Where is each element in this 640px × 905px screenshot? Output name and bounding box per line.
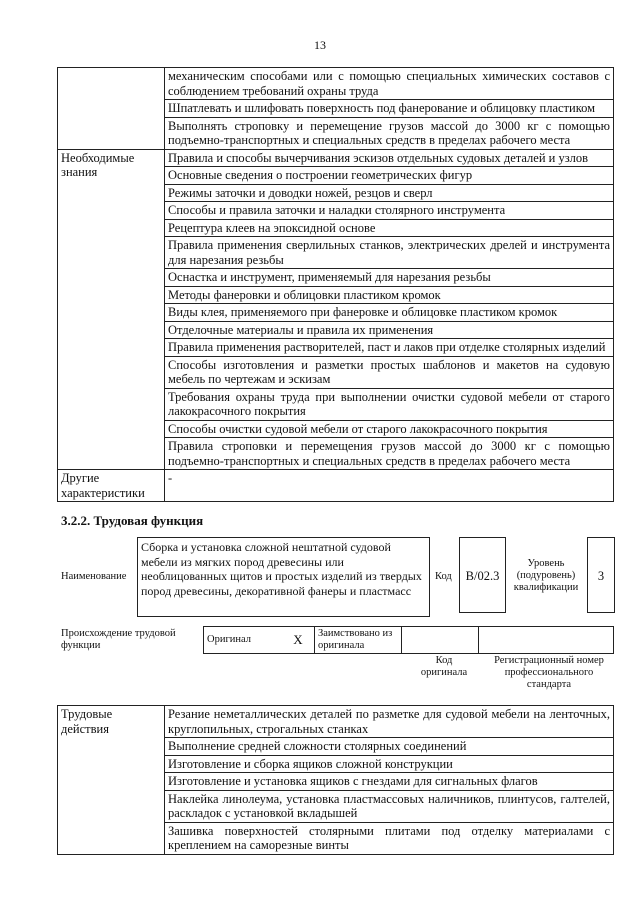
table-row: Рецептура клеев на эпоксидной основе <box>165 219 614 237</box>
code-value: B/02.3 <box>465 569 500 583</box>
code-label: Код <box>435 571 452 582</box>
actions-label: Трудовые действия <box>58 706 165 855</box>
table-row: Виды клея, применяемого при фанеровке и облицовке пластиком кромок <box>165 304 614 322</box>
table-row: Изготовление и установка ящиков с гнездами для сигнальных флагов <box>165 773 614 791</box>
page-number: 13 <box>314 38 326 52</box>
table-row: механическим способами или с помощью специальных химических составов с соблюдением требований охраны труда <box>165 68 614 100</box>
other-value: - <box>165 470 614 502</box>
labor-actions-table <box>57 705 614 855</box>
table-row: Оснастка и инструмент, применяемый для нарезания резьбы <box>165 269 614 287</box>
code-box <box>459 537 506 613</box>
table-row: Методы фанеровки и облицовки пластиком кромок <box>165 286 614 304</box>
section-title: 3.2.2. Трудовая функция <box>61 513 204 528</box>
table-row: Способы и правила заточки и наладки столярного инструмента <box>165 202 614 220</box>
table-row: Правила применения сверлильных станков, электрических дрелей и инструмента для нарезания резьбы <box>165 237 614 269</box>
name-box <box>137 537 430 617</box>
table-row: Способы изготовления и разметки простых шаблонов и макетов на судовую мебель по чертежам и эскизам <box>165 356 614 388</box>
table-row: Режимы заточки и доводки ножей, резцов и сверл <box>165 184 614 202</box>
level-value: 3 <box>597 569 605 583</box>
table-row: Способы очистки судовой мебели от старого лакокрасочного покрытия <box>165 420 614 438</box>
table-row: Правила строповки и перемещения грузов массой до 3000 кг с помощью подъемно-транспортных и специальных средств в пределах рабочего места <box>165 438 614 470</box>
table-row: Выполнение средней сложности столярных соединений <box>165 738 614 756</box>
table-row: Зашивка поверхностей столярными плитами под отделку материалами с креплением на саморезные винты <box>165 822 614 854</box>
original-mark: X <box>282 627 315 654</box>
table-row: Требования охраны труда при выполнении очистки судовой мебели от старого лакокрасочного покрытия <box>165 388 614 420</box>
table-row: Выполнять строповку и перемещение грузов массой до 3000 кг с помощью подъемно-транспортных и специальных средств в пределах рабочего места <box>165 117 614 149</box>
skills-knowledge-table <box>57 67 614 502</box>
table-row: Отделочные материалы и правила их применения <box>165 321 614 339</box>
origin-table <box>203 626 614 654</box>
level-box <box>587 537 615 613</box>
borrowed-label: Заимствовано из оригинала <box>315 627 402 654</box>
reg-caption: Регистрационный номер профессионального стандарта <box>494 655 604 690</box>
origin-label: Происхождение трудовой функции <box>61 628 176 651</box>
table-row: Шпатлевать и шлифовать поверхность под фанерование и облицовку пластиком <box>165 100 614 118</box>
table-row: Правила и способы вычерчивания эскизов отдельных судовых деталей и узлов <box>165 149 614 167</box>
table-row: Правила применения растворителей, паст и лаков при отделке столярных изделий <box>165 339 614 357</box>
other-label: Другие характеристики <box>58 470 165 502</box>
name-value: Сборка и установка сложной нештатной судовой мебели из мягких пород древесины или необлицованных щитов и простых изделий из твердых пород древесины, декоративной фанеры и пластмасс <box>141 540 422 598</box>
original-label: Оригинал <box>204 627 283 654</box>
code-caption: Код оригинала <box>420 655 468 678</box>
table-row: Основные сведения о построении геометрических фигур <box>165 167 614 185</box>
table-row: Наклейка линолеума, установка пластмассовых наличников, плинтусов, галтелей, раскладок с установкой вкладышей <box>165 790 614 822</box>
table-row: Изготовление и сборка ящиков сложной конструкции <box>165 755 614 773</box>
table-row: Резание неметаллических деталей по разметке для судовой мебели на ленточных, круглопильных, строгальных станках <box>165 706 614 738</box>
level-label: Уровень (подуровень) квалификации <box>513 558 579 593</box>
name-label: Наименование <box>61 571 127 582</box>
knowledge-label: Необходимые знания <box>58 149 165 470</box>
